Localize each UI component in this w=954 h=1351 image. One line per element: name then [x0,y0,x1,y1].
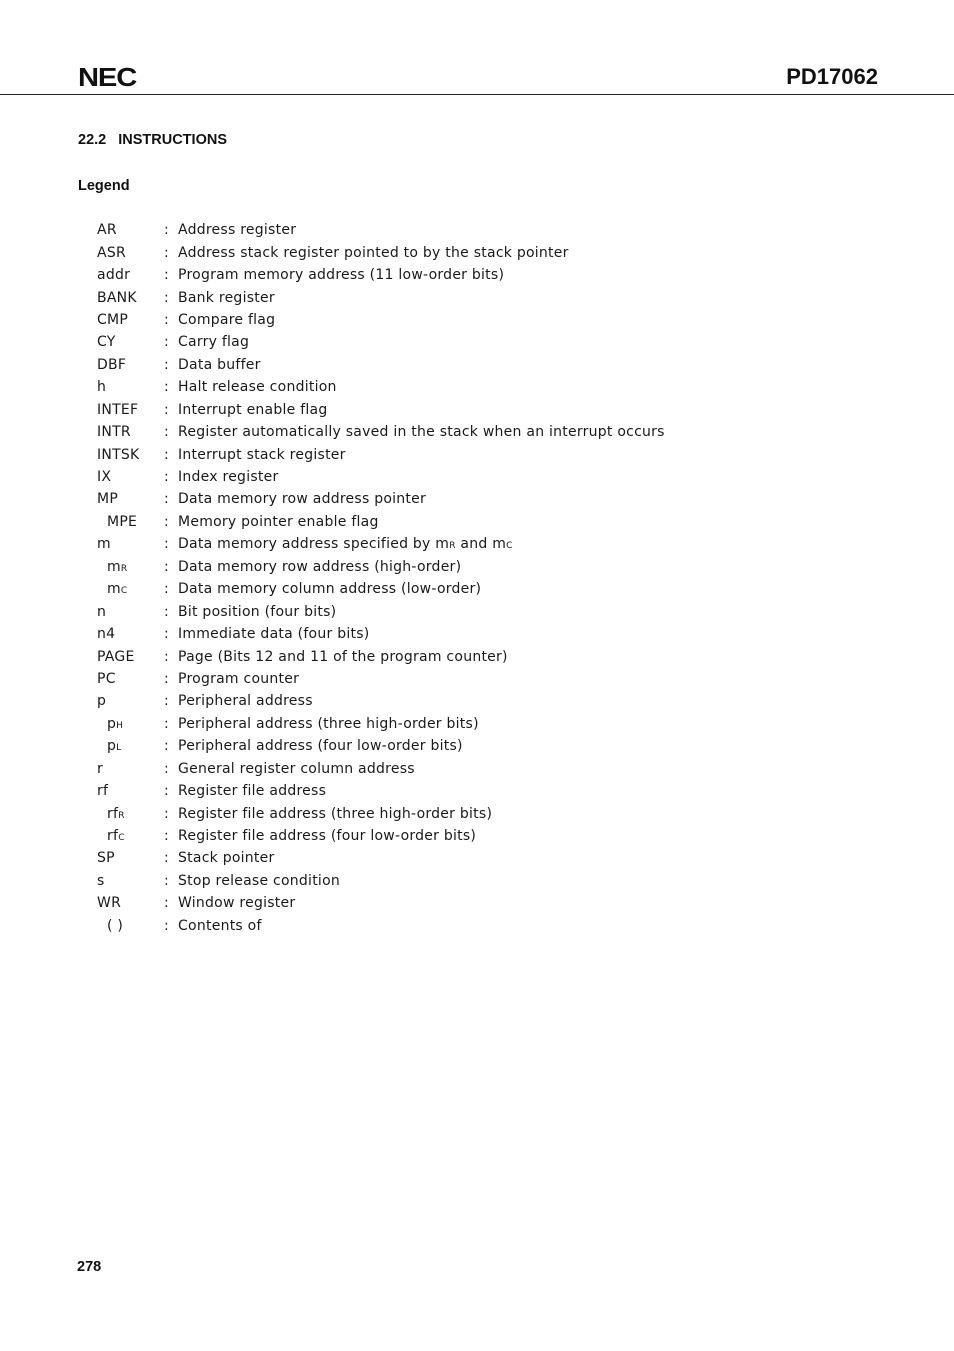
legend-description: Compare flag [178,311,276,328]
legend-row-r [97,758,797,780]
legend-description-mid: and m [455,536,507,553]
legend-description: Bit position (four bits) [178,603,337,620]
legend-description [178,536,513,552]
legend-description: Memory pointer enable flag [178,513,379,530]
legend-colon: : [164,715,169,732]
legend-row-ph [97,713,797,735]
legend-colon: : [164,603,169,620]
legend-description: Register file address [178,783,327,800]
legend-row-cmp [97,309,797,331]
legend-term: n4 [97,626,116,643]
legend-colon: : [164,738,169,755]
legend-term-base: p [107,738,117,755]
section-number: 22.2 [78,132,107,148]
legend-description: Stack pointer [178,850,275,867]
legend-term-base: rf [107,805,119,822]
legend-row-intr [97,421,797,443]
legend-term: SP [97,850,115,867]
legend-colon: : [164,850,169,867]
legend-description: Register automatically saved in the stack when an interrupt occurs [178,424,665,441]
page-number: 278 [77,1259,102,1275]
legend-term: BANK [97,289,137,306]
legend-term: IX [97,469,112,486]
legend-description-subscript: C [506,541,513,552]
legend-description: Address stack register pointed to by the stack pointer [178,244,569,261]
legend-colon: : [164,469,169,486]
legend-term: INTSK [97,446,140,463]
legend-term-subscript: R [120,563,128,574]
legend-row-m [97,533,797,555]
legend-row-mpe [97,511,797,533]
legend-colon: : [164,626,169,643]
legend-colon: : [164,670,169,687]
legend-description: Carry flag [178,334,250,351]
legend-description: Data memory row address pointer [178,491,427,508]
legend-term: m [97,536,111,553]
legend-description: Window register [178,895,296,912]
legend-description: Register file address (three high-order bits) [178,805,493,822]
legend-row-n [97,600,797,622]
legend-description: Peripheral address [178,693,313,710]
section-title: INSTRUCTIONS [118,132,227,148]
legend-colon: : [164,289,169,306]
legend-description: Peripheral address (three high-order bits) [178,715,479,732]
legend-term: p [97,693,107,710]
document-title: PD17062 [786,64,878,89]
legend-colon: : [164,513,169,530]
legend-term-subscript: C [120,586,128,597]
legend-term: r [97,760,104,777]
legend-colon: : [164,760,169,777]
legend-term: rf [97,783,109,800]
legend-colon: : [164,424,169,441]
legend-row-p [97,690,797,712]
legend-list [97,219,797,937]
legend-term [97,581,164,597]
legend-term: CY [97,334,116,351]
legend-row-page [97,645,797,667]
legend-term: n [97,603,107,620]
legend-term-subscript: R [118,810,125,821]
legend-term: INTEF [97,401,139,418]
legend-term: MPE [107,513,138,530]
legend-term: CMP [97,311,129,328]
legend-term-subscript: C [118,833,125,844]
legend-row-mp [97,488,797,510]
legend-term [97,559,164,575]
legend-description-prefix: Data memory address specified by m [178,536,450,553]
legend-term-base: p [107,715,117,732]
legend-colon: : [164,356,169,373]
legend-description: Peripheral address (four low-order bits) [178,738,463,755]
legend-term [97,806,164,822]
legend-colon: : [164,917,169,934]
legend-term [97,828,164,844]
legend-description: Halt release condition [178,379,337,396]
legend-term-base: rf [107,828,119,845]
legend-colon: : [164,648,169,665]
legend-description-subscript: R [449,541,456,552]
legend-description: Immediate data (four bits) [178,626,370,643]
legend-term-subscript: L [116,743,122,754]
legend-description: Address register [178,222,297,239]
legend-row-asr [97,241,797,263]
legend-term: WR [97,895,122,912]
legend-term: h [97,379,107,396]
legend-description: General register column address [178,760,415,777]
legend-description: Interrupt stack register [178,446,346,463]
legend-row-h [97,376,797,398]
header-divider [0,94,954,95]
legend-term: s [97,872,105,889]
legend-term: AR [97,222,117,239]
legend-colon: : [164,558,169,575]
legend-term: INTR [97,424,131,441]
legend-term: MP [97,491,119,508]
legend-description: Program memory address (11 low-order bits) [178,267,505,284]
legend-description: Index register [178,469,279,486]
legend-colon: : [164,446,169,463]
legend-description: Bank register [178,289,275,306]
legend-row-addr [97,264,797,286]
legend-description: Data memory row address (high-order) [178,558,462,575]
section-heading [78,131,227,149]
legend-description: Program counter [178,670,300,687]
legend-term-base: m [107,581,121,598]
legend-colon: : [164,693,169,710]
legend-term: addr [97,267,131,284]
legend-row-wr [97,892,797,914]
legend-colon: : [164,222,169,239]
legend-row-mr [97,556,797,578]
legend-colon: : [164,828,169,845]
legend-description: Stop release condition [178,872,341,889]
legend-term [97,716,164,732]
legend-colon: : [164,895,169,912]
legend-colon: : [164,581,169,598]
legend-row-s [97,870,797,892]
legend-colon: : [164,536,169,553]
legend-term: PAGE [97,648,135,665]
legend-row-mc [97,578,797,600]
legend-description: Interrupt enable flag [178,401,328,418]
legend-term: PC [97,670,116,687]
legend-colon: : [164,783,169,800]
legend-term [97,738,164,754]
legend-row-intef [97,399,797,421]
legend-row-sp [97,847,797,869]
legend-description: Data buffer [178,356,261,373]
legend-row-dbf [97,354,797,376]
legend-description: Data memory column address (low-order) [178,581,482,598]
legend-term: DBF [97,356,127,373]
legend-row-ar [97,219,797,241]
legend-term: ASR [97,244,126,261]
legend-colon: : [164,401,169,418]
legend-row-pc [97,668,797,690]
legend-row-cy [97,331,797,353]
legend-term: ( ) [107,917,124,934]
legend-colon: : [164,267,169,284]
legend-description: Register file address (four low-order bits) [178,828,477,845]
legend-colon: : [164,872,169,889]
legend-colon: : [164,244,169,261]
legend-row-ix [97,466,797,488]
nec-logo: NEC [78,62,137,92]
legend-description: Contents of [178,917,262,934]
legend-term-base: m [107,558,121,575]
legend-row-rfr [97,802,797,824]
legend-description: Page (Bits 12 and 11 of the program counter) [178,648,508,665]
legend-row-intsk [97,443,797,465]
legend-term-subscript: H [116,720,124,731]
legend-heading: Legend [78,178,130,194]
legend-row-n4 [97,623,797,645]
legend-row-bank [97,286,797,308]
legend-row-pl [97,735,797,757]
legend-row-contents [97,915,797,937]
legend-colon: : [164,334,169,351]
legend-colon: : [164,311,169,328]
legend-row-rf [97,780,797,802]
legend-row-rfc [97,825,797,847]
legend-colon: : [164,491,169,508]
legend-colon: : [164,805,169,822]
legend-colon: : [164,379,169,396]
